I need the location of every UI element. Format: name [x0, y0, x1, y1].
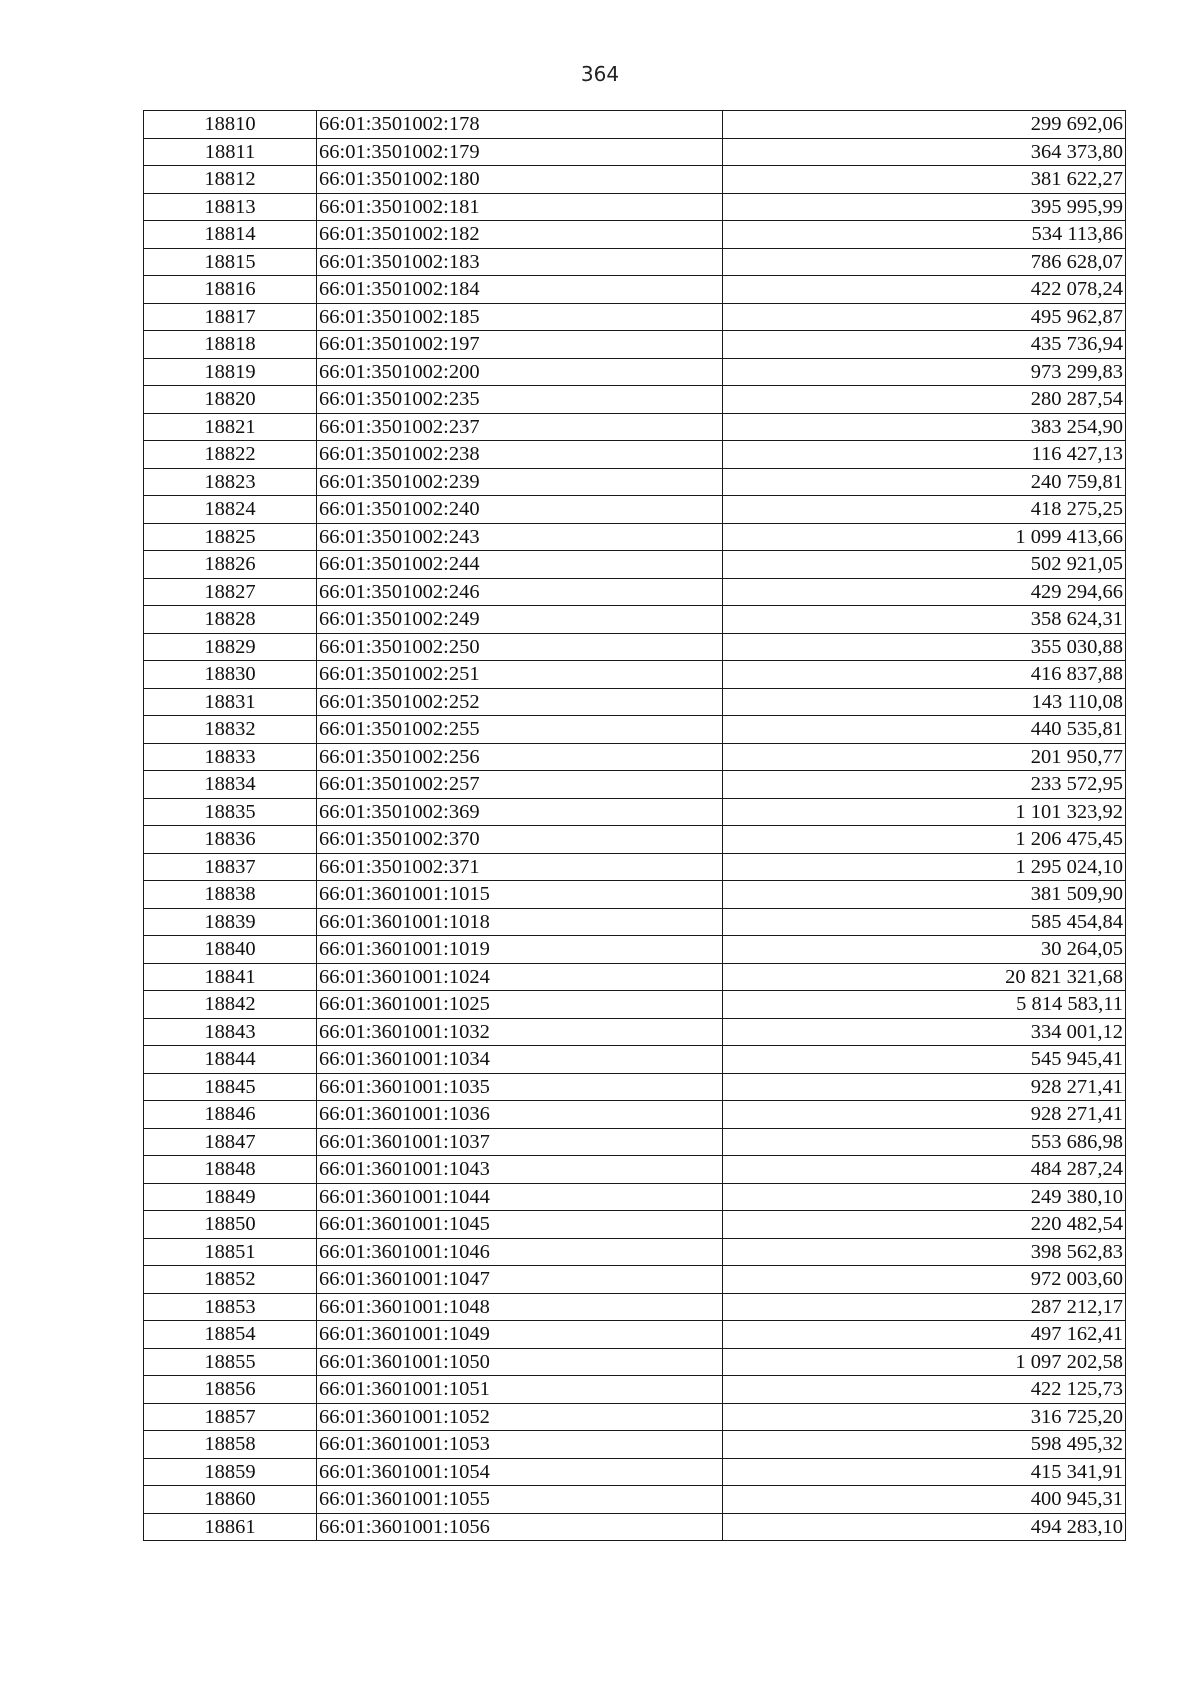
table-row: [144, 331, 1126, 359]
table-row: [144, 1486, 1126, 1514]
row-number-cell: 18849: [144, 1183, 317, 1211]
table-row: [144, 248, 1126, 276]
table-row: [144, 1321, 1126, 1349]
value-cell: 116 427,13: [723, 441, 1126, 469]
table-row: [144, 1238, 1126, 1266]
cadastral-number-cell: 66:01:3501002:184: [317, 276, 723, 304]
cadastral-number-cell: 66:01:3501002:244: [317, 551, 723, 579]
value-cell: 494 283,10: [723, 1513, 1126, 1541]
table-row: [144, 991, 1126, 1019]
row-number-cell: 18852: [144, 1266, 317, 1294]
row-number-cell: 18816: [144, 276, 317, 304]
table-row: [144, 523, 1126, 551]
cadastral-number-cell: 66:01:3601001:1024: [317, 963, 723, 991]
value-cell: 1 206 475,45: [723, 826, 1126, 854]
table-row: [144, 881, 1126, 909]
table-row: [144, 688, 1126, 716]
table-row: [144, 413, 1126, 441]
table-row: [144, 936, 1126, 964]
table-row: [144, 853, 1126, 881]
table-row: [144, 743, 1126, 771]
value-cell: 5 814 583,11: [723, 991, 1126, 1019]
row-number-cell: 18834: [144, 771, 317, 799]
cadastral-number-cell: 66:01:3501002:185: [317, 303, 723, 331]
value-cell: 383 254,90: [723, 413, 1126, 441]
row-number-cell: 18829: [144, 633, 317, 661]
cadastral-number-cell: 66:01:3601001:1015: [317, 881, 723, 909]
value-cell: 422 125,73: [723, 1376, 1126, 1404]
table-row: [144, 1101, 1126, 1129]
table-row: [144, 1073, 1126, 1101]
cadastral-number-cell: 66:01:3601001:1043: [317, 1156, 723, 1184]
row-number-cell: 18817: [144, 303, 317, 331]
row-number-cell: 18832: [144, 716, 317, 744]
row-number-cell: 18855: [144, 1348, 317, 1376]
cadastral-number-cell: 66:01:3601001:1054: [317, 1458, 723, 1486]
row-number-cell: 18844: [144, 1046, 317, 1074]
table-row: [144, 1513, 1126, 1541]
row-number-cell: 18854: [144, 1321, 317, 1349]
cadastral-number-cell: 66:01:3501002:250: [317, 633, 723, 661]
table-row: [144, 358, 1126, 386]
cadastral-number-cell: 66:01:3501002:370: [317, 826, 723, 854]
row-number-cell: 18859: [144, 1458, 317, 1486]
value-cell: 534 113,86: [723, 221, 1126, 249]
row-number-cell: 18838: [144, 881, 317, 909]
cadastral-number-cell: 66:01:3501002:237: [317, 413, 723, 441]
cadastral-number-cell: 66:01:3601001:1056: [317, 1513, 723, 1541]
cadastral-number-cell: 66:01:3601001:1051: [317, 1376, 723, 1404]
table-row: [144, 716, 1126, 744]
cadastral-number-cell: 66:01:3601001:1019: [317, 936, 723, 964]
value-cell: 484 287,24: [723, 1156, 1126, 1184]
value-cell: 30 264,05: [723, 936, 1126, 964]
cadastral-value-table: [143, 110, 1126, 1541]
row-number-cell: 18823: [144, 468, 317, 496]
row-number-cell: 18857: [144, 1403, 317, 1431]
value-cell: 416 837,88: [723, 661, 1126, 689]
row-number-cell: 18839: [144, 908, 317, 936]
value-cell: 287 212,17: [723, 1293, 1126, 1321]
cadastral-number-cell: 66:01:3601001:1037: [317, 1128, 723, 1156]
row-number-cell: 18850: [144, 1211, 317, 1239]
value-cell: 1 097 202,58: [723, 1348, 1126, 1376]
table-row: [144, 1376, 1126, 1404]
value-cell: 381 509,90: [723, 881, 1126, 909]
table-row: [144, 193, 1126, 221]
row-number-cell: 18860: [144, 1486, 317, 1514]
value-cell: 334 001,12: [723, 1018, 1126, 1046]
row-number-cell: 18833: [144, 743, 317, 771]
value-cell: 143 110,08: [723, 688, 1126, 716]
cadastral-number-cell: 66:01:3601001:1035: [317, 1073, 723, 1101]
cadastral-number-cell: 66:01:3501002:249: [317, 606, 723, 634]
row-number-cell: 18820: [144, 386, 317, 414]
table-row: [144, 661, 1126, 689]
value-cell: 585 454,84: [723, 908, 1126, 936]
row-number-cell: 18847: [144, 1128, 317, 1156]
cadastral-number-cell: 66:01:3601001:1018: [317, 908, 723, 936]
table-row: [144, 1211, 1126, 1239]
table-row: [144, 138, 1126, 166]
cadastral-number-cell: 66:01:3501002:257: [317, 771, 723, 799]
cadastral-number-cell: 66:01:3601001:1055: [317, 1486, 723, 1514]
row-number-cell: 18858: [144, 1431, 317, 1459]
row-number-cell: 18853: [144, 1293, 317, 1321]
value-cell: 299 692,06: [723, 111, 1126, 139]
value-cell: 553 686,98: [723, 1128, 1126, 1156]
row-number-cell: 18848: [144, 1156, 317, 1184]
row-number-cell: 18810: [144, 111, 317, 139]
row-number-cell: 18827: [144, 578, 317, 606]
row-number-cell: 18811: [144, 138, 317, 166]
row-number-cell: 18842: [144, 991, 317, 1019]
table-row: [144, 166, 1126, 194]
cadastral-number-cell: 66:01:3501002:243: [317, 523, 723, 551]
cadastral-number-cell: 66:01:3501002:255: [317, 716, 723, 744]
table-row: [144, 798, 1126, 826]
cadastral-number-cell: 66:01:3601001:1045: [317, 1211, 723, 1239]
value-cell: 786 628,07: [723, 248, 1126, 276]
cadastral-number-cell: 66:01:3501002:240: [317, 496, 723, 524]
value-cell: 398 562,83: [723, 1238, 1126, 1266]
value-cell: 973 299,83: [723, 358, 1126, 386]
row-number-cell: 18837: [144, 853, 317, 881]
cadastral-number-cell: 66:01:3601001:1047: [317, 1266, 723, 1294]
value-cell: 381 622,27: [723, 166, 1126, 194]
row-number-cell: 18840: [144, 936, 317, 964]
table-row: [144, 441, 1126, 469]
value-cell: 598 495,32: [723, 1431, 1126, 1459]
row-number-cell: 18861: [144, 1513, 317, 1541]
row-number-cell: 18836: [144, 826, 317, 854]
cadastral-number-cell: 66:01:3501002:178: [317, 111, 723, 139]
cadastral-number-cell: 66:01:3601001:1034: [317, 1046, 723, 1074]
cadastral-number-cell: 66:01:3501002:239: [317, 468, 723, 496]
value-cell: 497 162,41: [723, 1321, 1126, 1349]
row-number-cell: 18846: [144, 1101, 317, 1129]
value-cell: 249 380,10: [723, 1183, 1126, 1211]
row-number-cell: 18831: [144, 688, 317, 716]
row-number-cell: 18822: [144, 441, 317, 469]
cadastral-number-cell: 66:01:3601001:1044: [317, 1183, 723, 1211]
value-cell: 928 271,41: [723, 1073, 1126, 1101]
row-number-cell: 18828: [144, 606, 317, 634]
table-row: [144, 386, 1126, 414]
value-cell: 502 921,05: [723, 551, 1126, 579]
value-cell: 429 294,66: [723, 578, 1126, 606]
table-body: [144, 111, 1126, 1541]
value-cell: 1 099 413,66: [723, 523, 1126, 551]
cadastral-number-cell: 66:01:3501002:246: [317, 578, 723, 606]
table-row: [144, 221, 1126, 249]
row-number-cell: 18845: [144, 1073, 317, 1101]
table-row: [144, 1156, 1126, 1184]
value-cell: 1 101 323,92: [723, 798, 1126, 826]
cadastral-number-cell: 66:01:3601001:1049: [317, 1321, 723, 1349]
cadastral-number-cell: 66:01:3501002:369: [317, 798, 723, 826]
table-row: [144, 1266, 1126, 1294]
table-row: [144, 963, 1126, 991]
table-row: [144, 633, 1126, 661]
row-number-cell: 18812: [144, 166, 317, 194]
value-cell: 280 287,54: [723, 386, 1126, 414]
cadastral-number-cell: 66:01:3601001:1046: [317, 1238, 723, 1266]
row-number-cell: 18843: [144, 1018, 317, 1046]
cadastral-number-cell: 66:01:3501002:182: [317, 221, 723, 249]
cadastral-number-cell: 66:01:3601001:1048: [317, 1293, 723, 1321]
cadastral-number-cell: 66:01:3501002:183: [317, 248, 723, 276]
value-cell: 20 821 321,68: [723, 963, 1126, 991]
table-row: [144, 111, 1126, 139]
table-row: [144, 551, 1126, 579]
row-number-cell: 18815: [144, 248, 317, 276]
cadastral-number-cell: 66:01:3601001:1032: [317, 1018, 723, 1046]
table-row: [144, 578, 1126, 606]
cadastral-number-cell: 66:01:3601001:1050: [317, 1348, 723, 1376]
cadastral-number-cell: 66:01:3501002:252: [317, 688, 723, 716]
row-number-cell: 18825: [144, 523, 317, 551]
cadastral-number-cell: 66:01:3501002:181: [317, 193, 723, 221]
row-number-cell: 18851: [144, 1238, 317, 1266]
value-cell: 400 945,31: [723, 1486, 1126, 1514]
cadastral-number-cell: 66:01:3601001:1053: [317, 1431, 723, 1459]
table-row: [144, 1431, 1126, 1459]
table-row: [144, 1128, 1126, 1156]
cadastral-number-cell: 66:01:3501002:238: [317, 441, 723, 469]
table-row: [144, 496, 1126, 524]
row-number-cell: 18818: [144, 331, 317, 359]
value-cell: 440 535,81: [723, 716, 1126, 744]
cadastral-number-cell: 66:01:3601001:1036: [317, 1101, 723, 1129]
value-cell: 220 482,54: [723, 1211, 1126, 1239]
value-cell: 495 962,87: [723, 303, 1126, 331]
value-cell: 435 736,94: [723, 331, 1126, 359]
table-row: [144, 1458, 1126, 1486]
value-cell: 240 759,81: [723, 468, 1126, 496]
row-number-cell: 18814: [144, 221, 317, 249]
value-cell: 364 373,80: [723, 138, 1126, 166]
value-cell: 422 078,24: [723, 276, 1126, 304]
cadastral-number-cell: 66:01:3601001:1025: [317, 991, 723, 1019]
value-cell: 1 295 024,10: [723, 853, 1126, 881]
table-row: [144, 606, 1126, 634]
row-number-cell: 18813: [144, 193, 317, 221]
value-cell: 201 950,77: [723, 743, 1126, 771]
table-row: [144, 1348, 1126, 1376]
table-row: [144, 771, 1126, 799]
cadastral-number-cell: 66:01:3501002:200: [317, 358, 723, 386]
value-cell: 545 945,41: [723, 1046, 1126, 1074]
cadastral-number-cell: 66:01:3501002:180: [317, 166, 723, 194]
value-cell: 355 030,88: [723, 633, 1126, 661]
value-cell: 418 275,25: [723, 496, 1126, 524]
cadastral-number-cell: 66:01:3501002:256: [317, 743, 723, 771]
value-cell: 928 271,41: [723, 1101, 1126, 1129]
row-number-cell: 18821: [144, 413, 317, 441]
row-number-cell: 18856: [144, 1376, 317, 1404]
value-cell: 316 725,20: [723, 1403, 1126, 1431]
row-number-cell: 18819: [144, 358, 317, 386]
row-number-cell: 18824: [144, 496, 317, 524]
table-row: [144, 1403, 1126, 1431]
page-number: 364: [580, 62, 620, 86]
row-number-cell: 18835: [144, 798, 317, 826]
cadastral-number-cell: 66:01:3501002:179: [317, 138, 723, 166]
row-number-cell: 18826: [144, 551, 317, 579]
value-cell: 233 572,95: [723, 771, 1126, 799]
value-cell: 358 624,31: [723, 606, 1126, 634]
value-cell: 415 341,91: [723, 1458, 1126, 1486]
table-row: [144, 468, 1126, 496]
cadastral-number-cell: 66:01:3601001:1052: [317, 1403, 723, 1431]
cadastral-number-cell: 66:01:3501002:251: [317, 661, 723, 689]
table-row: [144, 1046, 1126, 1074]
table-row: [144, 1183, 1126, 1211]
table-row: [144, 908, 1126, 936]
table-row: [144, 826, 1126, 854]
table-row: [144, 1018, 1126, 1046]
row-number-cell: 18830: [144, 661, 317, 689]
cadastral-number-cell: 66:01:3501002:235: [317, 386, 723, 414]
table-row: [144, 303, 1126, 331]
cadastral-number-cell: 66:01:3501002:197: [317, 331, 723, 359]
cadastral-number-cell: 66:01:3501002:371: [317, 853, 723, 881]
row-number-cell: 18841: [144, 963, 317, 991]
value-cell: 972 003,60: [723, 1266, 1126, 1294]
table-row: [144, 1293, 1126, 1321]
table-row: [144, 276, 1126, 304]
value-cell: 395 995,99: [723, 193, 1126, 221]
